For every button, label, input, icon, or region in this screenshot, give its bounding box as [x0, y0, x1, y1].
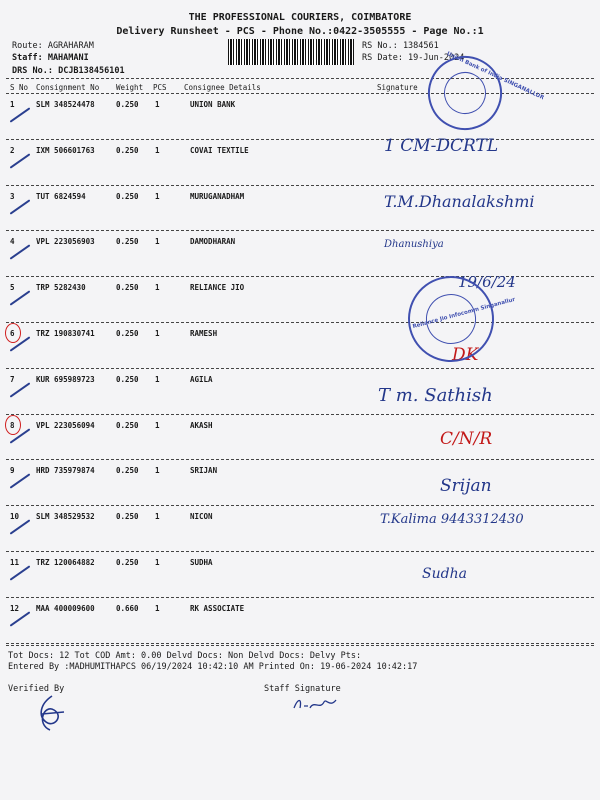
- row-weight: 0.250: [116, 374, 139, 384]
- row-consignment: IXM 506601763: [36, 145, 95, 155]
- row-consignment: TRZ 190830741: [36, 329, 95, 338]
- company-title: THE PROFESSIONAL COURIERS, COIMBATORE: [188, 12, 412, 23]
- row-pcs: 1: [155, 374, 160, 384]
- row-signature: T m. Sathish: [378, 384, 493, 406]
- row-signature: DK: [452, 345, 479, 365]
- row-weight: 0.250: [116, 100, 139, 109]
- red-circle: [5, 323, 21, 343]
- row-consignment: TUT 6824594: [36, 191, 86, 201]
- row-consignee: MURUGANADHAM: [190, 191, 245, 201]
- row-consignment: SLM 348524478: [36, 100, 95, 109]
- row-signature: Dhanushiya: [384, 239, 444, 251]
- row-divider: [6, 230, 594, 231]
- divider: [6, 93, 594, 94]
- tick-mark: [10, 382, 31, 397]
- row-signature: T.M.Dhanalakshmi: [384, 191, 535, 211]
- row-pcs: 1: [155, 466, 160, 476]
- row-divider: [6, 597, 594, 598]
- sheet-title: Delivery Runsheet - PCS - Phone No.:0422-3505555 - Page No.:1: [116, 26, 484, 37]
- row-consignment: TRZ 120064882: [36, 558, 95, 567]
- row-sno: 3: [10, 191, 15, 201]
- totals-line: Tot Docs: 12 Tot COD Amt: 0.00 Delvd Docs: Non Delvd Docs: Delvy Pts:: [8, 651, 362, 661]
- row-sno: 8: [10, 420, 15, 430]
- row-sno: 9: [10, 466, 15, 476]
- row-divider: [6, 322, 594, 323]
- drs-number: [12, 66, 125, 76]
- row-sno: 5: [10, 283, 15, 293]
- tick-mark: [10, 245, 31, 260]
- row-consignee: RELIANCE JIO: [190, 283, 245, 293]
- col-signature: Signature: [377, 83, 418, 92]
- row-pcs: 1: [155, 420, 160, 430]
- col-consignment: Consignment No: [36, 83, 100, 92]
- tick-mark: [10, 153, 31, 168]
- row-weight: 0.660: [116, 603, 139, 613]
- col-pcs: PCS: [153, 83, 167, 92]
- tick-mark: [10, 107, 31, 122]
- row-sno: 12: [10, 603, 20, 613]
- row-consignment: SLM 348529532: [36, 512, 95, 522]
- row-signature: 1 CM-DCRTL: [384, 135, 499, 156]
- verifier-signature: [30, 694, 70, 732]
- staff-signature: [290, 694, 340, 716]
- jio-stamp-text: Reliance Jio Infocomm Singanallur: [412, 296, 516, 331]
- rs-number: RS No.: 1384561: [362, 41, 439, 51]
- row-weight: 0.250: [116, 145, 139, 155]
- tick-mark: [10, 519, 31, 534]
- row-pcs: 1: [155, 237, 160, 247]
- row-consignment: MAA 400009600: [36, 603, 95, 613]
- row-consignee: AGILA: [190, 374, 213, 384]
- row-consignee: NICON: [190, 512, 213, 522]
- col-weight: Weight: [116, 83, 144, 92]
- row-consignment: VPL 223056094: [36, 420, 95, 430]
- row-divider: [6, 414, 594, 415]
- row-sno: 6: [10, 329, 15, 338]
- row-divider: [6, 505, 594, 506]
- entered-by-line: Entered By :MADHUMITHAPCS 06/19/2024 10:42:10 AM Printed On: 19-06-2024 10:42:17: [8, 662, 418, 672]
- row-weight: 0.250: [116, 283, 139, 293]
- row-weight: 0.250: [116, 237, 139, 247]
- row-divider: [6, 551, 594, 552]
- row-consignee: DAMODHARAN: [190, 237, 236, 247]
- row-pcs: 1: [155, 145, 160, 155]
- row-pcs: 1: [155, 603, 160, 613]
- tick-mark: [10, 290, 31, 305]
- drs-label: DRS No.:: [12, 66, 53, 76]
- row-sno: 11: [10, 558, 20, 567]
- row-sno: 1: [10, 100, 15, 109]
- row-sno: 7: [10, 374, 15, 384]
- divider: [6, 645, 594, 646]
- row-consignee: AKASH: [190, 420, 213, 430]
- row-signature: Srijan: [440, 476, 492, 497]
- tick-mark: [10, 565, 31, 580]
- barcode: [228, 39, 354, 65]
- row-consignee: UNION BANK: [190, 100, 236, 109]
- row-divider: [6, 139, 594, 140]
- col-consignee: Consignee Details: [184, 83, 261, 92]
- row-sno: 4: [10, 237, 15, 247]
- row-signature: 19/6/24: [458, 273, 516, 292]
- tick-mark: [10, 199, 31, 214]
- row-weight: 0.250: [116, 191, 139, 201]
- row-pcs: 1: [155, 558, 160, 567]
- row-consignment: TRP 5282430: [36, 283, 86, 293]
- row-sno: 10: [10, 512, 20, 522]
- route-label: Route: AGRAHARAM: [12, 41, 94, 51]
- row-divider: [6, 185, 594, 186]
- tick-mark: [10, 611, 31, 626]
- row-consignment: KUR 695989723: [36, 374, 95, 384]
- red-circle: [5, 415, 21, 435]
- tick-mark: [10, 474, 31, 489]
- row-consignee: RAMESH: [190, 329, 218, 338]
- row-weight: 0.250: [116, 558, 139, 567]
- rs-date: RS Date: 19-Jun-2024: [362, 53, 465, 63]
- col-sno: S No: [10, 83, 29, 92]
- row-pcs: 1: [155, 100, 160, 109]
- staff-label: Staff: MAHAMANI: [12, 53, 89, 63]
- row-consignee: SUDHA: [190, 558, 213, 567]
- row-divider: [6, 643, 594, 644]
- row-weight: 0.250: [116, 512, 139, 522]
- bank-stamp-text: Union Bank of India SINGANALLUR: [445, 50, 545, 102]
- row-consignee: SRIJAN: [190, 466, 218, 476]
- row-weight: 0.250: [116, 329, 139, 338]
- row-signature: Sudha: [422, 566, 467, 582]
- row-divider: [6, 368, 594, 369]
- drs-value: DCJB138456101: [58, 66, 125, 76]
- row-consignee: COVAI TEXTILE: [190, 145, 249, 155]
- row-pcs: 1: [155, 191, 160, 201]
- row-signature: T.Kalima 9443312430: [380, 512, 524, 528]
- row-sno: 2: [10, 145, 15, 155]
- verified-by-label: Verified By: [8, 684, 65, 694]
- row-pcs: 1: [155, 512, 160, 522]
- row-divider: [6, 459, 594, 460]
- row-pcs: 1: [155, 283, 160, 293]
- row-consignment: VPL 223056903: [36, 237, 95, 247]
- row-weight: 0.250: [116, 420, 139, 430]
- row-consignee: RK ASSOCIATE: [190, 603, 245, 613]
- row-signature: C/N/R: [440, 428, 493, 449]
- row-pcs: 1: [155, 329, 160, 338]
- staff-signature-label: Staff Signature: [264, 684, 341, 694]
- row-weight: 0.250: [116, 466, 139, 476]
- row-consignment: HRD 735979874: [36, 466, 95, 476]
